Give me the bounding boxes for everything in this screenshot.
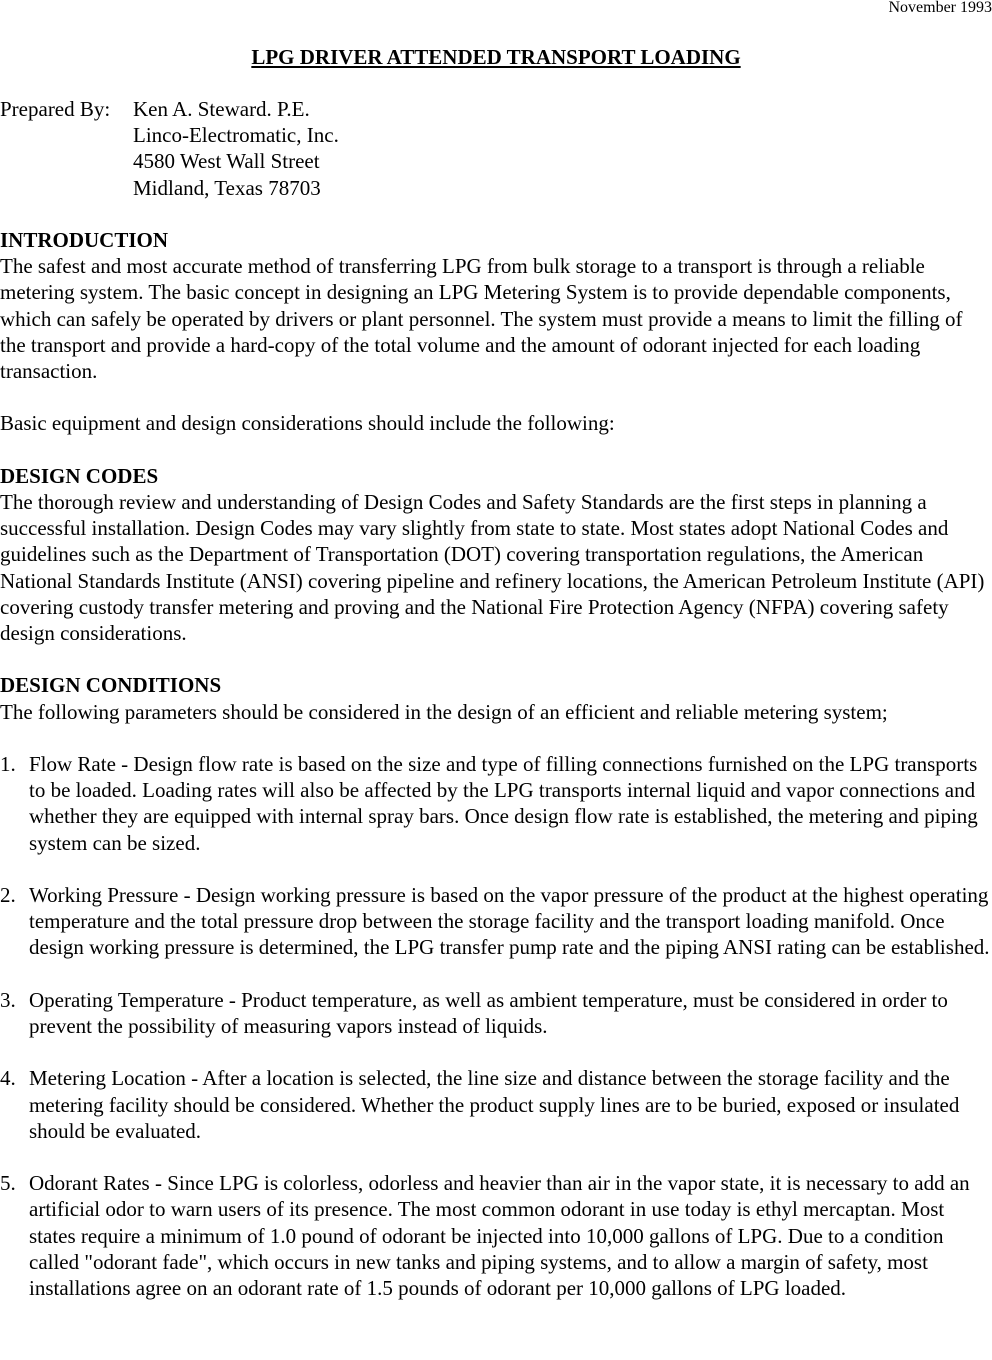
list-item-text: Odorant Rates - Since LPG is colorless, odorless and heavier than air in the vapor state, it is necessary to add an artificial odor to warn users of its presence. The most common odorant in use today is ethyl mercaptan. Most states require a minimum of 1.0 pound of odorant be injected into 10,000 gallons of LPG. Due to a condition called "odorant fade", which occurs in new tanks and piping systems, and to allow a margin of safety, most installations agree on an odorant rate of 1.5 pounds of odorant per 10,000 gallons of LPG loaded. <box>29 1171 970 1300</box>
basic-equipment-paragraph: Basic equipment and design considerations should include the following: <box>0 411 615 436</box>
design-codes-paragraph: The thorough review and understanding of Design Codes and Safety Standards are the first steps in planning a successful installation. Design Codes may vary slightly from state to state. Most states adopt National Codes and guidelines such as the Department of Transportation (DOT) covering transportation regulations, the American National Standards Institute (ANSI) covering pipeline and refinery locations, the American Petroleum Institute (API) covering custody transfer metering and proving and the National Fire Protection Agency (NFPA) covering safety design considerations. <box>0 490 985 646</box>
document-title: LPG DRIVER ATTENDED TRANSPORT LOADING <box>251 45 741 69</box>
list-item-text: Working Pressure - Design working pressure is based on the vapor pressure of the product at the highest operating temperature and the total pressure drop between the storage facility and the transport loading manifold. Once design working pressure is determined, the LPG transfer pump rate and the piping ANSI rating can be established. <box>29 883 990 960</box>
design-codes-heading: DESIGN CODES <box>0 463 159 488</box>
list-item-text: Flow Rate - Design flow rate is based on the size and type of filling connections furnished on the LPG transports to be loaded. Loading rates will also be affected by the LPG transports internal liquid and vapor connections and whether they are equipped with internal spray bars. Once design flow rate is established, the metering and piping system can be sized. <box>29 752 978 855</box>
list-item-number: 3. <box>0 987 16 1012</box>
document-date: November 1993 <box>888 0 992 16</box>
prepared-by-lines <box>133 96 339 201</box>
list-item <box>0 1065 992 1144</box>
author-company: Linco-Electromatic, Inc. <box>133 123 339 148</box>
introduction-paragraph: The safest and most accurate method of transferring LPG from bulk storage to a transport is through a reliable metering system. The basic concept in designing an LPG Metering System is to provide dependable components, which can safely be operated by drivers or plant personnel. The system must provide a means to limit the filling of the transport and provide a hard-copy of the total volume and the amount of odorant injected for each loading transaction. <box>0 254 963 384</box>
list-item-number: 2. <box>0 883 16 907</box>
author-name: Ken A. Steward. P.E. <box>133 97 310 121</box>
list-item-text: Metering Location - After a location is selected, the line size and distance between the storage facility and the metering facility should be considered. Whether the product supply lines are to be buried, exposed or insulated should be evaluated. <box>29 1066 960 1143</box>
list-item-number: 4. <box>0 1066 16 1091</box>
document-page <box>0 44 992 1301</box>
list-item-text: Operating Temperature - Product temperature, as well as ambient temperature, must be considered in order to prevent the possibility of measuring vapors instead of liquids. <box>29 987 948 1038</box>
list-item <box>0 751 992 856</box>
author-street: 4580 West Wall Street <box>133 149 320 174</box>
list-item <box>0 1170 992 1301</box>
list-item <box>0 987 992 1039</box>
list-item <box>0 882 992 961</box>
author-city: Midland, Texas 78703 <box>133 175 321 200</box>
prepared-by-label: Prepared By: <box>0 97 111 121</box>
introduction-heading: INTRODUCTION <box>0 228 169 252</box>
list-item-number: 1. <box>0 752 16 776</box>
prepared-by-block <box>0 96 992 201</box>
list-item-number: 5. <box>0 1171 16 1196</box>
design-conditions-intro: The following parameters should be considered in the design of an efficient and reliable metering system; <box>0 699 888 724</box>
design-conditions-heading: DESIGN CONDITIONS <box>0 673 222 698</box>
